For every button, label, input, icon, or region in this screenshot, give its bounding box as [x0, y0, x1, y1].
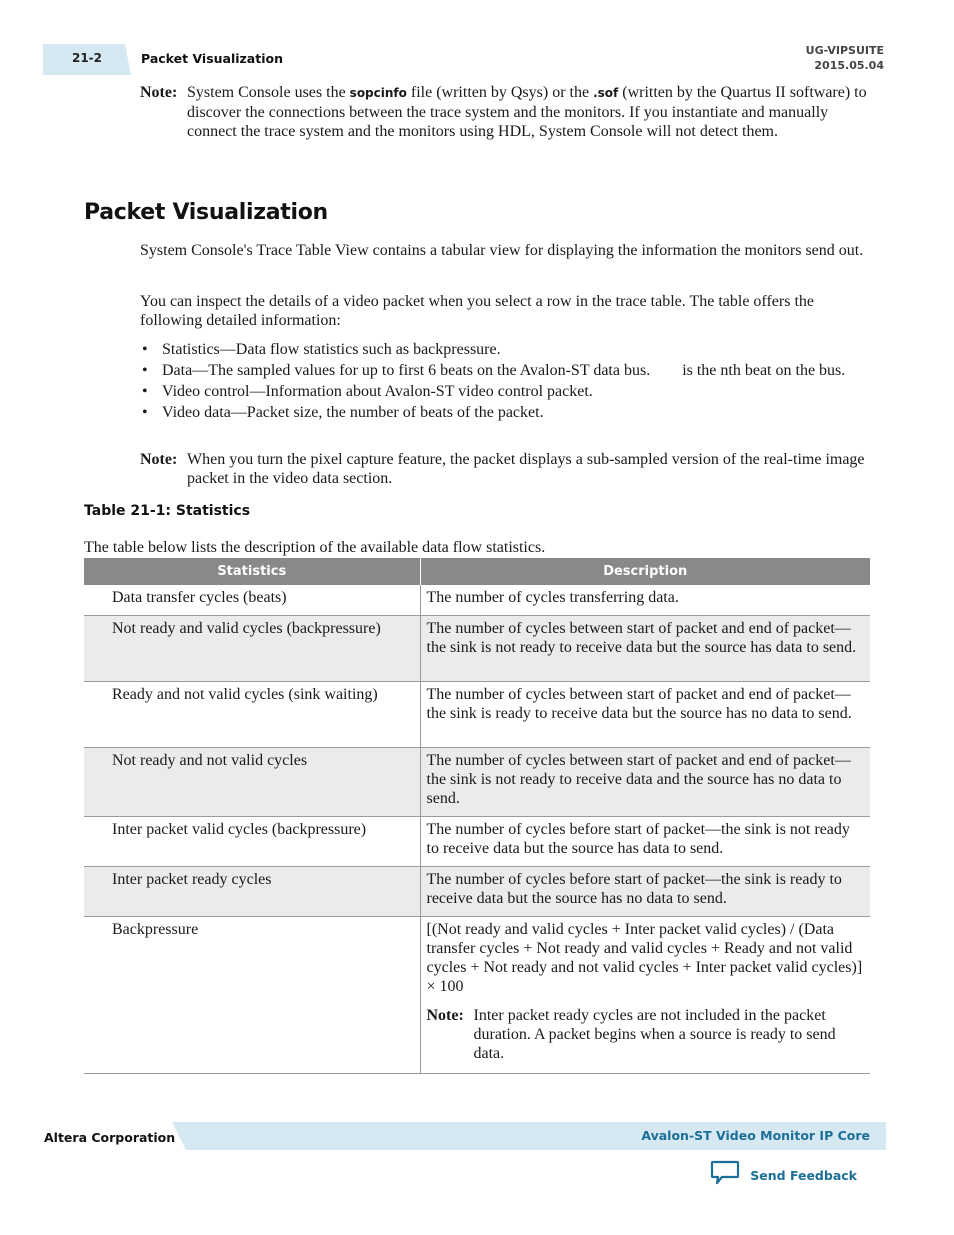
stat-cell: Not ready and valid cycles (backpressure): [84, 616, 420, 682]
column-header-description: Description: [420, 558, 870, 585]
code-sof: .sof: [593, 86, 619, 100]
stat-cell: Ready and not valid cycles (sink waiting): [84, 682, 420, 748]
desc-cell: The number of cycles before start of packet—the sink is not ready to receive data but the source has data to send.: [420, 817, 870, 867]
doc-id: UG-VIPSUITE: [805, 44, 884, 57]
stat-cell: Data transfer cycles (beats): [84, 585, 420, 616]
table-row: [84, 917, 870, 1074]
backpressure-formula: [(Not ready and valid cycles + Inter packet valid cycles) / (Data transfer cycles + Not ready and valid cycles + Ready and not valid cycles + Not ready and not valid cycles + Inter packet valid cycles)] × 100: [426, 921, 863, 995]
top-note-part1: System Console uses the: [187, 84, 350, 101]
table-row: [84, 616, 870, 682]
top-note-text: [187, 83, 870, 141]
bullet-data: • Data—The sampled values for up to first 6 beats on the Avalon-ST data bus. is the nth beat on the bus.: [140, 361, 865, 380]
doc-id-block: [806, 43, 884, 73]
section-heading: Packet Visualization: [84, 200, 328, 225]
section-note-label: Note:: [140, 451, 178, 468]
table-header-row: [84, 558, 870, 585]
doc-date: 2015.05.04: [814, 59, 884, 72]
desc-cell: The number of cycles before start of packet—the sink is ready to receive data but the source has no data to send.: [420, 867, 870, 917]
send-feedback-link[interactable]: [710, 1160, 857, 1191]
stat-cell: Inter packet valid cycles (backpressure): [84, 817, 420, 867]
top-note-part3: (written by the Quartus II software) to discover the connections between the trace system and the monitors. If you instantiate and manually connect the trace system and the monitors using HDL, System Console will not detect them.: [187, 84, 867, 140]
paragraph-1: System Console's Trace Table View contains a tabular view for displaying the information the monitors send out.: [140, 242, 864, 259]
footer-company: Altera Corporation: [44, 1130, 176, 1145]
table-intro: The table below lists the description of the available data flow statistics.: [84, 539, 546, 556]
bullet-statistics: • Statistics—Data flow statistics such as backpressure.: [140, 340, 865, 359]
top-note: [140, 83, 870, 141]
info-bullet-list: [140, 340, 865, 424]
backpressure-note-label: Note:: [426, 1007, 464, 1024]
table-row: [84, 682, 870, 748]
section-note-text: When you turn the pixel capture feature, the packet displays a sub-sampled version of the real-time image packet in the video data section.: [187, 451, 865, 487]
footer-doc-title[interactable]: Avalon-ST Video Monitor IP Core: [641, 1128, 870, 1143]
table-row: [84, 817, 870, 867]
page-number: 21-2: [71, 51, 103, 65]
top-note-label: Note:: [140, 84, 178, 101]
table-caption: Table 21-1: Statistics: [84, 503, 251, 519]
table-row: [84, 867, 870, 917]
column-header-statistics: Statistics: [84, 558, 420, 585]
desc-cell: The number of cycles between start of packet and end of packet— the sink is not ready to receive data and the source has no data to send.: [420, 748, 870, 817]
desc-cell: The number of cycles between start of packet and end of packet—the sink is not ready to receive data but the source has data to send.: [420, 616, 870, 682]
bullet-video-data: • Video data—Packet size, the number of beats of the packet.: [140, 403, 865, 422]
stat-cell: Not ready and not valid cycles: [84, 748, 420, 817]
desc-cell-backpressure: [420, 917, 870, 1074]
section-note: [140, 450, 870, 488]
paragraph-2: You can inspect the details of a video packet when you select a row in the trace table. The table offers the following detailed information:: [140, 293, 814, 329]
speech-bubble-icon: [710, 1160, 740, 1191]
running-title: Packet Visualization: [141, 51, 283, 66]
stat-cell: Inter packet ready cycles: [84, 867, 420, 917]
top-note-part2: file (written by Qsys) or the: [406, 84, 594, 101]
backpressure-note: [427, 1006, 865, 1063]
statistics-table: [84, 558, 870, 1074]
table-row: [84, 748, 870, 817]
desc-cell: The number of cycles between start of packet and end of packet—the sink is ready to receive data but the source has no data to send.: [420, 682, 870, 748]
code-sopcinfo: sopcinfo: [349, 86, 407, 100]
stat-cell: Backpressure: [84, 917, 420, 1074]
desc-cell: The number of cycles transferring data.: [420, 585, 870, 616]
bullet-video-control: • Video control—Information about Avalon-ST video control packet.: [140, 382, 865, 401]
table-row: [84, 585, 870, 616]
backpressure-note-text: Inter packet ready cycles are not included in the packet duration. A packet begins when a source is ready to send data.: [473, 1007, 836, 1062]
send-feedback-label: Send Feedback: [750, 1168, 857, 1183]
